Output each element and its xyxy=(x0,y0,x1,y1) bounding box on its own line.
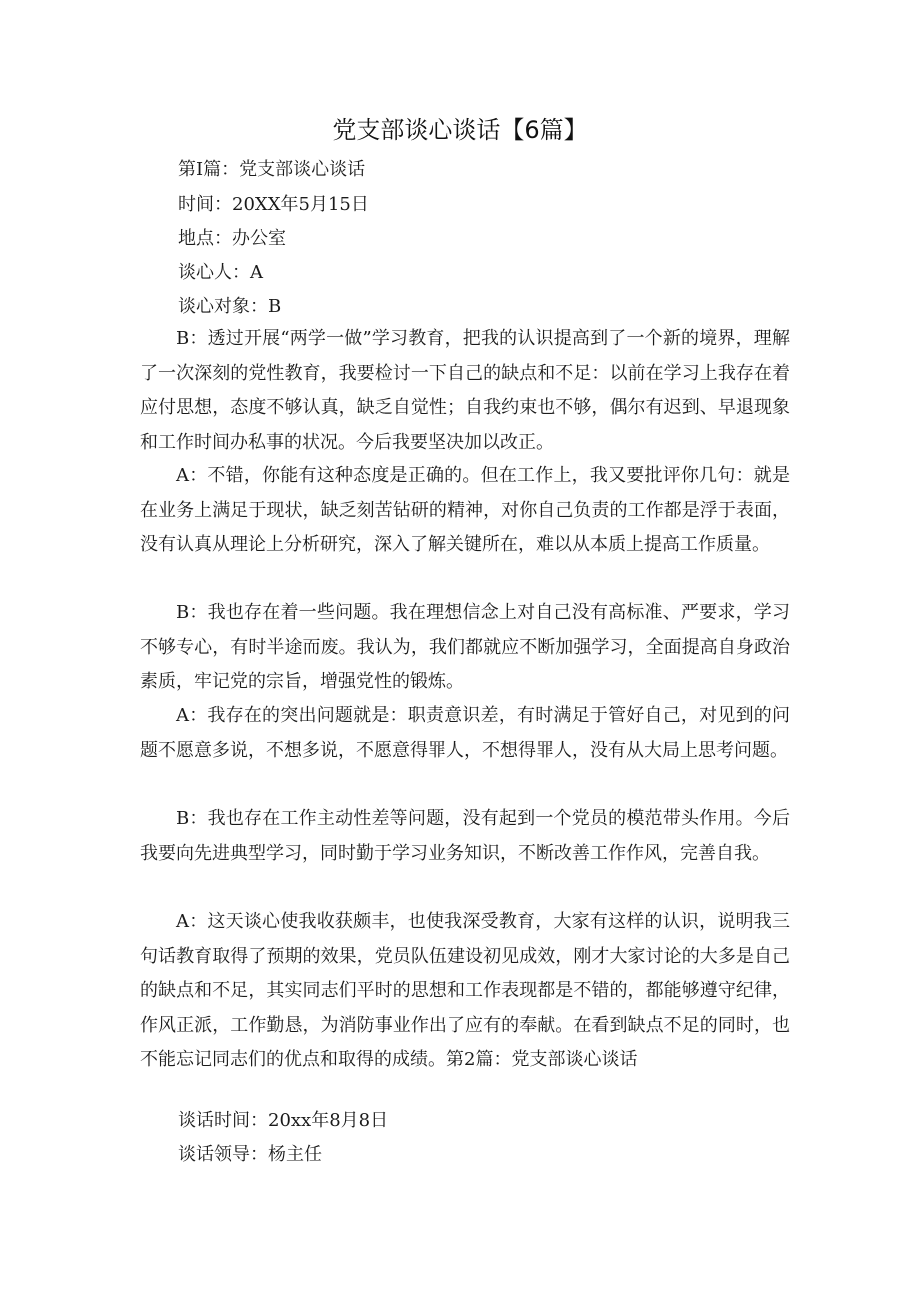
document-title: 党支部谈心谈话【6篇】 xyxy=(332,116,588,144)
dialogue-paragraph: A：不错，你能有这种态度是正确的。但在工作上，我又要批评你几句：就是在业务上满足于现状，缺乏刻苦钻研的精神，对你自己负责的工作都是浮于表面，没有认真从理论上分析研究，深入了解关键所在，难以从本质上提高工作质量。 xyxy=(140,465,790,555)
talk-leader: 谈话领导：杨主任 xyxy=(178,1144,322,1165)
talk-time: 谈话时间：20xx年8月8日 xyxy=(178,1110,389,1131)
dialogue-paragraph: A：这天谈心使我收获颇丰，也使我深受教育，大家有这样的认识，说明我三句话教育取得了预期的效果，党员队伍建设初见成效，刚才大家讨论的大多是自己的缺点和不足，其实同志们平时的思想和工作表现都是不错的，都能够遵守纪律，作风正派，工作勤恳，为消防事业作出了应有的奉献。在看到缺点不足的同时，也不能忘记同志们的优点和取得的成绩。第2篇：党支部谈心谈话 xyxy=(140,911,790,1070)
chapter-heading: 第Ⅰ篇：党支部谈心谈话 xyxy=(178,159,366,180)
meta-location: 地点：办公室 xyxy=(178,228,286,249)
dialogue-paragraph: B：我也存在着一些问题。我在理想信念上对自己没有高标准、严要求，学习不够专心，有时半途而废。我认为，我们都就应不断加强学习，全面提高自身政治素质，牢记党的宗旨，增强党性的锻炼。 xyxy=(140,602,790,692)
meta-time: 时间：20XX年5月15日 xyxy=(178,194,369,215)
dialogue-paragraph: B：我也存在工作主动性差等问题，没有起到一个党员的模范带头作用。今后我要向先进典型学习，同时勤于学习业务知识，不断改善工作作风，完善自我。 xyxy=(140,808,790,864)
dialogue-paragraph: B：透过开展“两学一做”学习教育，把我的认识提高到了一个新的境界，理解了一次深刻的党性教育，我要检讨一下自己的缺点和不足：以前在学习上我存在着应付思想，态度不够认真，缺乏自觉性；自我约束也不够，偶尔有迟到、早退现象和工作时间办私事的状况。今后我要坚决加以改正。 xyxy=(140,328,790,453)
dialogue-paragraph: A：我存在的突出问题就是：职责意识差，有时满足于管好自己，对见到的问题不愿意多说，不想多说，不愿意得罪人，不想得罪人，没有从大局上思考问题。 xyxy=(140,705,790,761)
meta-counterpart: 谈心对象：B xyxy=(178,296,282,317)
meta-speaker: 谈心人：A xyxy=(178,262,263,283)
